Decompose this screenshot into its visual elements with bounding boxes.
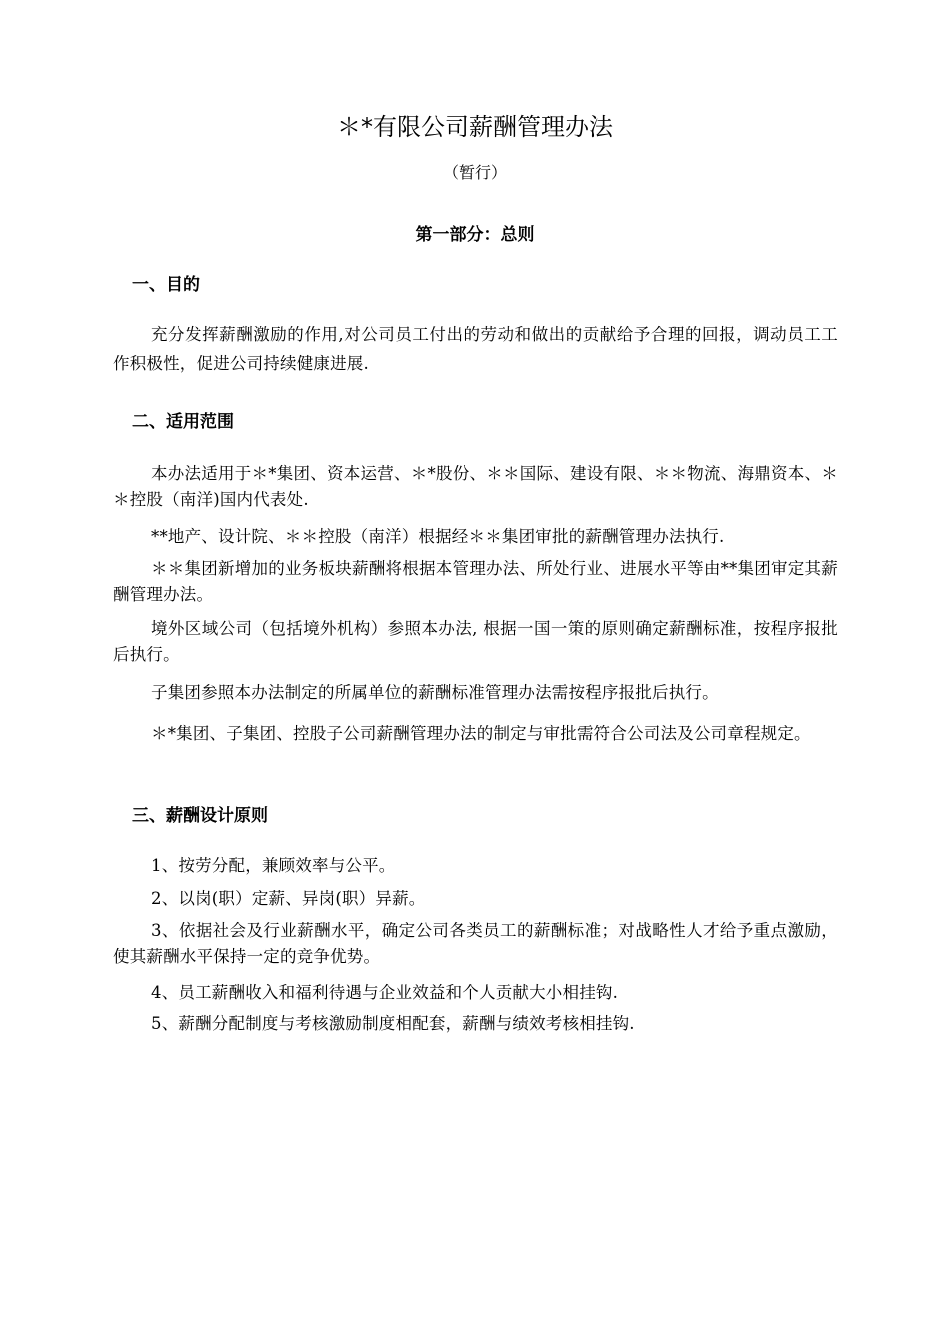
paragraph: ＊＊集团新增加的业务板块薪酬将根据本管理办法、所处行业、进展水平等由**集团审定其薪酬管理办法。 — [113, 559, 838, 604]
paragraph: ＊*集团、子集团、控股子公司薪酬管理办法的制定与审批需符合公司法及公司章程规定。 — [151, 724, 811, 743]
paragraph: 境外区域公司（包括境外机构）参照本办法, 根据一国一策的原则确定薪酬标准，按程序报批后执行。 — [113, 619, 838, 664]
document-title: ＊*有限公司薪酬管理办法 — [337, 113, 613, 141]
document-subtitle: （暂行） — [442, 163, 507, 182]
part-heading: 第一部分：总则 — [415, 225, 535, 245]
list-item: 2、以岗(职）定薪、异岗(职）异薪。 — [151, 889, 426, 908]
list-item: 1、按劳分配，兼顾效率与公平。 — [151, 856, 396, 875]
paragraph: **地产、设计院、＊＊控股（南洋）根据经＊＊集团审批的薪酬管理办法执行. — [151, 527, 725, 546]
section-heading-principles: 三、薪酬设计原则 — [132, 806, 268, 826]
section-heading-purpose: 一、目的 — [132, 275, 200, 295]
list-item: 3、依据社会及行业薪酬水平，确定公司各类员工的薪酬标准；对战略性人才给予重点激励，使其薪酬水平保持一定的竞争优势。 — [113, 921, 838, 966]
section-heading-scope: 二、适用范围 — [132, 412, 234, 432]
paragraph: 充分发挥薪酬激励的作用,对公司员工付出的劳动和做出的贡献给予合理的回报，调动员工工作积极性，促进公司持续健康进展. — [113, 325, 838, 373]
list-item: 5、薪酬分配制度与考核激励制度相配套，薪酬与绩效考核相挂钩. — [151, 1014, 635, 1033]
paragraph: 子集团参照本办法制定的所属单位的薪酬标准管理办法需按程序报批后执行。 — [151, 683, 719, 702]
paragraph: 本办法适用于＊*集团、资本运营、＊*股份、＊＊国际、建设有限、＊＊物流、海鼎资本、＊＊控股（南洋)国内代表处. — [113, 464, 838, 509]
list-item: 4、员工薪酬收入和福利待遇与企业效益和个人贡献大小相挂钩. — [151, 983, 619, 1002]
